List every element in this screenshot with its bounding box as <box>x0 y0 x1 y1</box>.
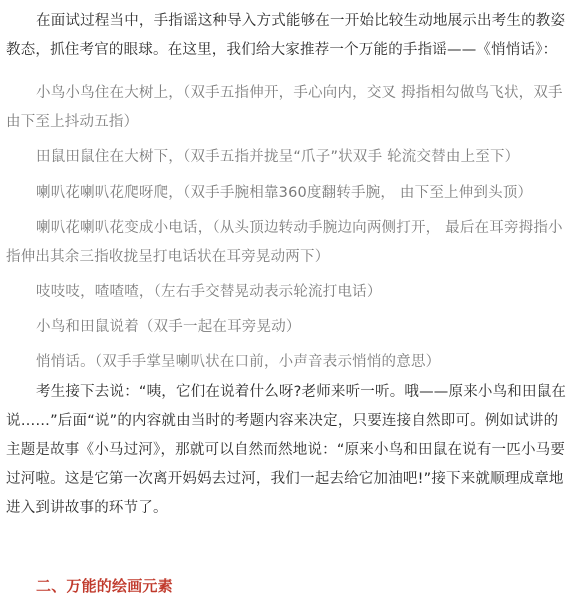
section-heading: 二、万能的绘画元素 <box>36 577 173 595</box>
verse-line-6: 小鸟和田鼠说着（双手一起在耳旁晃动） <box>36 319 301 335</box>
explanation-paragraph: 考生接下去说：“咦，它们在说着什么呀?老师来听一听。哦——原来小鸟和田鼠在说……”后面“说”的内容就由当时的考题内容来决定，只要连接自然即可。例如试讲的主题是故事《小马过河》，那就可以自然而然地说：“原来小鸟和田鼠在说有一匹小马要过河啦。这是它第一次离开妈妈去过河，我们一起去给它加油吧!”接下来就顺理成章地进入到讲故事的环节了。 <box>6 384 567 516</box>
verse-line-2: 田鼠田鼠住在大树下，（双手五指并拢呈“爪子”状双手 轮流交替由上至下） <box>36 149 520 165</box>
verse-line-1: 小鸟小鸟住在大树上，（双手五指伸开，手心向内，交叉 拇指相勾做鸟飞状，双手由下至上抖动五指） <box>6 85 563 130</box>
verse-line-7: 悄悄话。（双手手掌呈喇叭状在口前，小声音表示悄悄的意思） <box>36 354 441 370</box>
intro-paragraph: 在面试过程当中，手指谣这种导入方式能够在一开始比较生动地展示出考生的教姿教态，抓住考官的眼球。在这里，我们给大家推荐一个万能的手指谣——《悄悄话》： <box>6 13 566 58</box>
verse-line-5: 吱吱吱，喳喳喳，（左右手交替晃动表示轮流打电话） <box>36 284 382 300</box>
verse-line-3: 喇叭花喇叭花爬呀爬，（双手手腕相靠360度翻转手腕， 由下至上伸到头顶） <box>36 185 533 201</box>
verse-line-4: 喇叭花喇叭花变成小电话，（从头顶边转动手腕边向两侧打开， 最后在耳旁拇指小指伸出其余三指收拢呈打电话状在耳旁晃动两下） <box>6 220 563 265</box>
